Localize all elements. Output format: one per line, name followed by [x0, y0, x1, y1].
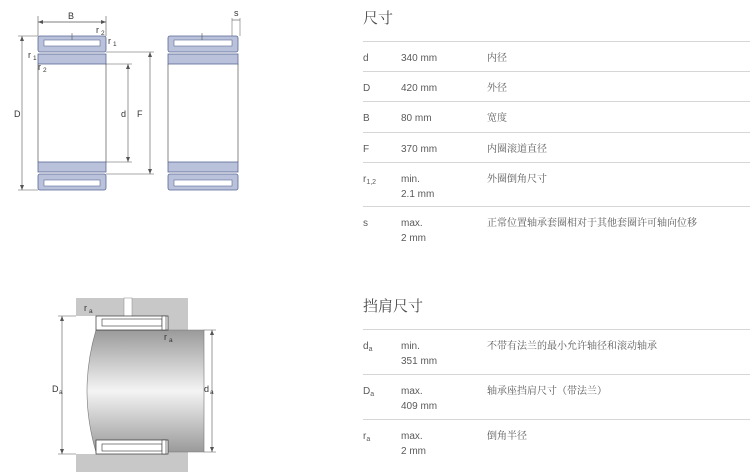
label-d: d: [121, 109, 127, 119]
label-Da-sub: a: [59, 389, 63, 396]
label-r2-left-sub: 2: [43, 67, 47, 74]
label-r1-right: r: [108, 36, 111, 46]
bearing-offset-view: [168, 8, 240, 190]
row-value: 340 mm: [401, 53, 438, 64]
row-value: max.: [401, 431, 423, 442]
label-B: B: [68, 11, 75, 21]
row-value: 420 mm: [401, 83, 438, 94]
table-row: [363, 374, 750, 419]
label-s: s: [234, 8, 239, 18]
row-symbol: F: [363, 144, 370, 155]
row-description: 倒角半径: [487, 431, 527, 442]
row-value: max.: [401, 386, 423, 397]
row-value: min.: [401, 341, 420, 352]
label-r2-left: r: [38, 62, 41, 72]
table-row: [363, 132, 750, 162]
table-row: [363, 71, 750, 101]
row-value-secondary: 409 mm: [401, 401, 438, 412]
dimensions-table: [363, 41, 750, 252]
row-value-secondary: 351 mm: [401, 356, 438, 367]
label-Da: D: [52, 384, 59, 394]
bearing-section-view: [14, 11, 154, 190]
dimensions-heading: 尺寸: [363, 9, 394, 27]
label-ra-right-sub: a: [169, 337, 173, 344]
label-da-sub: a: [210, 389, 214, 396]
abutment-table: [363, 329, 750, 468]
bearing-drawing: [0, 0, 360, 472]
table-row: [363, 206, 750, 252]
row-symbol: $d_a$: [363, 341, 373, 353]
label-ra-right: r: [164, 332, 167, 342]
row-value: min.: [401, 174, 420, 185]
row-symbol: D: [363, 83, 371, 94]
row-description: 轴承座挡肩尺寸（带法兰）: [487, 386, 607, 397]
label-r2-top-sub: 2: [101, 30, 105, 37]
row-value: 370 mm: [401, 144, 438, 155]
row-symbol: $r_{1,2}$: [363, 174, 377, 186]
row-symbol: B: [363, 113, 370, 124]
row-symbol: $r_a$: [363, 431, 371, 443]
label-F: F: [137, 109, 143, 119]
label-da: d: [204, 384, 210, 394]
row-description: 外径: [487, 83, 507, 94]
label-ra-top: r: [84, 303, 87, 313]
label-r1-left-sub: 1: [33, 55, 37, 62]
label-r1-right-sub: 1: [113, 41, 117, 48]
label-ra-top-sub: a: [89, 308, 93, 315]
row-description: 不带有法兰的最小允许轴径和滚动轴承: [487, 341, 657, 352]
row-description: 宽度: [487, 113, 507, 124]
row-value-secondary: 2.1 mm: [401, 189, 435, 200]
row-value: max.: [401, 218, 423, 229]
row-symbol: $D_a$: [363, 386, 375, 398]
abutment-heading: 挡肩尺寸: [363, 297, 424, 315]
row-value-secondary: 2 mm: [401, 233, 426, 244]
table-row: [363, 41, 750, 71]
row-value-secondary: 2 mm: [401, 446, 426, 457]
row-value: 80 mm: [401, 113, 432, 124]
row-description: 内径: [487, 53, 507, 64]
table-row: [363, 162, 750, 206]
row-description: 内圈滚道直径: [487, 144, 547, 155]
label-r1-left: r: [28, 50, 31, 60]
abutment-drawing: [52, 298, 216, 472]
row-symbol: d: [363, 53, 369, 64]
label-D: D: [14, 109, 21, 119]
table-row: [363, 419, 750, 468]
row-description: 外圈倒角尺寸: [487, 174, 547, 185]
row-symbol: s: [363, 218, 368, 229]
table-row: [363, 329, 750, 374]
label-r2-top: r: [96, 25, 99, 35]
table-row: [363, 101, 750, 132]
row-description: 正常位置轴承套圈相对于其他套圈许可轴向位移: [487, 218, 697, 229]
